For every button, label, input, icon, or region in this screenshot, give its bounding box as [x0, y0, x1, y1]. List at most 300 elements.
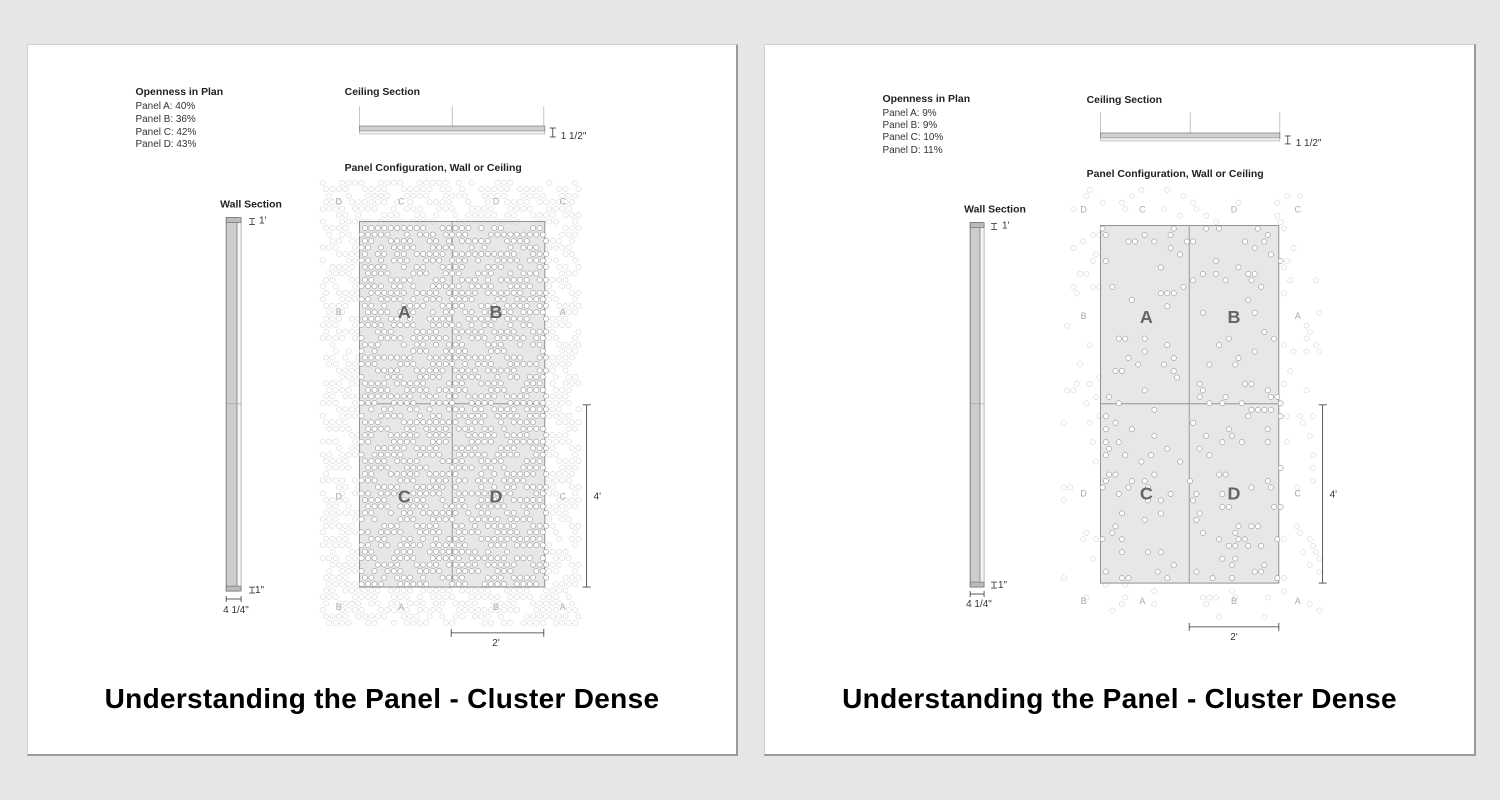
perforation-dot	[411, 206, 416, 211]
perforation-dot	[414, 601, 419, 606]
perforation-dot	[498, 342, 503, 347]
perforation-dot	[573, 504, 578, 509]
perforation-dot	[433, 368, 438, 373]
surround-label: D	[492, 196, 500, 207]
perforation-dot	[524, 238, 529, 243]
perforation-dot	[540, 452, 545, 457]
perforation-dot	[547, 569, 552, 574]
perforation-dot	[424, 620, 429, 625]
perforation-dot	[1242, 537, 1247, 542]
perforation-dot	[391, 620, 396, 625]
perforation-dot	[1207, 453, 1212, 458]
perforation-dot	[1074, 291, 1079, 296]
perforation-dot	[479, 303, 484, 308]
perforation-dot	[443, 556, 448, 561]
perforation-dot	[1061, 485, 1066, 490]
perforation-dot	[508, 245, 513, 250]
perforation-dot	[573, 336, 578, 341]
perforation-dot	[492, 381, 497, 386]
perforation-dot	[1197, 381, 1202, 386]
perforation-dot	[453, 536, 458, 541]
perforation-dot	[553, 387, 558, 392]
perforation-dot	[346, 530, 351, 535]
perforation-dot	[395, 459, 400, 464]
perforation-dot	[537, 381, 542, 386]
perforation-dot	[453, 420, 458, 425]
perforation-dot	[514, 594, 519, 599]
perforation-dot	[372, 478, 377, 483]
perforation-dot	[320, 413, 325, 418]
perforation-dot	[550, 316, 555, 321]
perforation-dot	[1265, 232, 1270, 237]
perforation-dot	[472, 549, 477, 554]
perforation-dot	[453, 355, 458, 360]
perforation-dot	[336, 264, 341, 269]
perforation-dot	[524, 381, 529, 386]
perforation-dot	[476, 594, 481, 599]
perforation-dot	[427, 200, 432, 205]
perforation-dot	[446, 303, 451, 308]
perforation-dot	[498, 187, 503, 192]
perforation-dot	[336, 381, 341, 386]
panel-card-sparse	[764, 44, 1476, 756]
perforation-dot	[398, 569, 403, 574]
perforation-dot	[443, 400, 448, 405]
perforation-dot	[472, 238, 477, 243]
perforation-dot	[501, 336, 506, 341]
perforation-dot	[508, 620, 513, 625]
perforation-dot	[333, 271, 338, 276]
perforation-dot	[1220, 491, 1225, 496]
perforation-dot	[463, 581, 468, 586]
perforation-dot	[469, 426, 474, 431]
perforation-dot	[359, 297, 364, 302]
perforation-dot	[411, 297, 416, 302]
perforation-dot	[427, 355, 432, 360]
perforation-dot	[540, 258, 545, 263]
perforation-dot	[320, 452, 325, 457]
perforation-dot	[547, 297, 552, 302]
perforation-dot	[479, 484, 484, 489]
perforation-dot	[563, 264, 568, 269]
perforation-dot	[385, 543, 390, 548]
perforation-dot	[408, 225, 413, 230]
perforation-dot	[573, 530, 578, 535]
perforation-dot	[1081, 537, 1086, 542]
perforation-dot	[440, 200, 445, 205]
perforation-dot	[385, 491, 390, 496]
perforation-dot	[476, 504, 481, 509]
perforation-dot	[524, 420, 529, 425]
perforation-dot	[534, 374, 539, 379]
perforation-dot	[349, 277, 354, 282]
perforation-dot	[388, 601, 393, 606]
perforation-dot	[492, 213, 497, 218]
perforation-dot	[372, 206, 377, 211]
perforation-dot	[375, 446, 380, 451]
perforation-dot	[320, 478, 325, 483]
perforation-dot	[333, 336, 338, 341]
perforation-dot	[566, 271, 571, 276]
perforation-dot	[320, 245, 325, 250]
perforation-dot	[479, 225, 484, 230]
perforation-dot	[1317, 608, 1322, 613]
perforation-dot	[472, 588, 477, 593]
perforation-dot	[401, 510, 406, 515]
perforation-dot	[446, 290, 451, 295]
perforation-dot	[524, 510, 529, 515]
perforation-dot	[437, 387, 442, 392]
perforation-dot	[378, 465, 383, 470]
openness-panel-d: Panel D: 11%	[882, 144, 943, 156]
perforation-dot	[323, 277, 328, 282]
perforation-dot	[391, 594, 396, 599]
perforation-dot	[1126, 355, 1131, 360]
perforation-dot	[385, 530, 390, 535]
perforation-dot	[408, 471, 413, 476]
perforation-dot	[527, 271, 532, 276]
openness-title: Openness in Plan	[135, 87, 224, 99]
perforation-dot	[1071, 245, 1076, 250]
perforation-dot	[534, 232, 539, 237]
perforation-dot	[544, 264, 549, 269]
perforation-dot	[362, 251, 367, 256]
perforation-dot	[437, 543, 442, 548]
perforation-dot	[446, 575, 451, 580]
perforation-dot	[566, 426, 571, 431]
perforation-dot	[378, 297, 383, 302]
perforation-dot	[534, 465, 539, 470]
perforation-dot	[1178, 213, 1183, 218]
perforation-dot	[521, 232, 526, 237]
perforation-dot	[547, 413, 552, 418]
perforation-dot	[430, 439, 435, 444]
perforation-dot	[395, 588, 400, 593]
perforation-dot	[398, 374, 403, 379]
perforation-dot	[450, 361, 455, 366]
perforation-dot	[443, 193, 448, 198]
perforation-dot	[359, 400, 364, 405]
perforation-dot	[544, 575, 549, 580]
perforation-dot	[569, 536, 574, 541]
surround-label: C	[559, 491, 566, 502]
perforation-dot	[505, 238, 510, 243]
perforation-dot	[421, 601, 426, 606]
perforation-dot	[463, 452, 468, 457]
perforation-dot	[560, 206, 565, 211]
perforation-dot	[395, 433, 400, 438]
perforation-dot	[362, 588, 367, 593]
perforation-dot	[514, 374, 519, 379]
perforation-dot	[395, 355, 400, 360]
perforation-dot	[443, 426, 448, 431]
perforation-dot	[340, 620, 345, 625]
perforation-dot	[566, 400, 571, 405]
perforation-dot	[537, 614, 542, 619]
ceiling-section-drawing	[360, 106, 556, 137]
perforation-dot	[408, 575, 413, 580]
perforation-dot	[385, 465, 390, 470]
perforation-dot	[547, 452, 552, 457]
perforation-dot	[560, 361, 565, 366]
perforation-dot	[414, 251, 419, 256]
perforation-dot	[566, 374, 571, 379]
perforation-dot	[330, 225, 335, 230]
perforation-dot	[421, 213, 426, 218]
perforation-dot	[482, 620, 487, 625]
perforation-dot	[1181, 194, 1186, 199]
perforation-dot	[343, 251, 348, 256]
perforation-dot	[327, 310, 332, 315]
perforation-dot	[327, 232, 332, 237]
perforation-dot	[485, 213, 490, 218]
perforation-dot	[527, 284, 532, 289]
perforation-dot	[1077, 362, 1082, 367]
perforation-dot	[508, 232, 513, 237]
perforation-dot	[576, 575, 581, 580]
perforation-dot	[505, 601, 510, 606]
perforation-dot	[521, 478, 526, 483]
perforation-dot	[359, 284, 364, 289]
surround-label: A	[559, 601, 566, 612]
perforation-dot	[398, 530, 403, 535]
perforation-dot	[1268, 407, 1273, 412]
perforation-dot	[401, 588, 406, 593]
perforation-dot	[421, 394, 426, 399]
perforation-dot	[456, 323, 461, 328]
perforation-dot	[1094, 459, 1099, 464]
perforation-dot	[440, 433, 445, 438]
perforation-dot	[505, 290, 510, 295]
perforation-dot	[378, 323, 383, 328]
perforation-dot	[359, 232, 364, 237]
perforation-dot	[440, 575, 445, 580]
perforation-dot	[388, 368, 393, 373]
perforation-dot	[411, 556, 416, 561]
perforation-dot	[492, 407, 497, 412]
perforation-dot	[378, 258, 383, 263]
perforation-dot	[450, 556, 455, 561]
panel-label-d: D	[1227, 483, 1241, 504]
perforation-dot	[534, 439, 539, 444]
perforation-dot	[463, 504, 468, 509]
perforation-dot	[343, 575, 348, 580]
perforation-dot	[362, 303, 367, 308]
perforation-dot	[1216, 614, 1221, 619]
perforation-dot	[359, 556, 364, 561]
perforation-dot	[479, 459, 484, 464]
perforation-dot	[414, 264, 419, 269]
perforation-dot	[518, 264, 523, 269]
perforation-dot	[553, 374, 558, 379]
perforation-dot	[1307, 563, 1312, 568]
perforation-dot	[1207, 401, 1212, 406]
perforation-dot	[1252, 271, 1257, 276]
perforation-dot	[369, 471, 374, 476]
perforation-dot	[534, 530, 539, 535]
perforation-dot	[488, 517, 493, 522]
perforation-dot	[501, 465, 506, 470]
perforation-dot	[540, 504, 545, 509]
perforation-dot	[553, 336, 558, 341]
surround-label: D	[335, 491, 342, 502]
perforation-dot	[408, 238, 413, 243]
perforation-dot	[459, 277, 464, 282]
perforation-dot	[417, 594, 422, 599]
perforation-dot	[527, 193, 532, 198]
perforation-dot	[524, 575, 529, 580]
perforation-dot	[573, 310, 578, 315]
perforation-dot	[501, 387, 506, 392]
perforation-dot	[563, 459, 568, 464]
perforation-dot	[479, 588, 484, 593]
perforation-dot	[463, 569, 468, 574]
perforation-dot	[424, 504, 429, 509]
perforation-dot	[385, 374, 390, 379]
perforation-dot	[433, 549, 438, 554]
perforation-dot	[327, 336, 332, 341]
perforation-dot	[1317, 310, 1322, 315]
perforation-dot	[323, 381, 328, 386]
perforation-dot	[501, 556, 506, 561]
perforation-dot	[1220, 440, 1225, 445]
perforation-dot	[346, 465, 351, 470]
perforation-dot	[534, 271, 539, 276]
perforation-dot	[479, 471, 484, 476]
perforation-dot	[433, 213, 438, 218]
perforation-dot	[378, 336, 383, 341]
perforation-dot	[1162, 362, 1167, 367]
perforation-dot	[540, 530, 545, 535]
perforation-dot	[1094, 394, 1099, 399]
perforation-dot	[501, 193, 506, 198]
perforation-dot	[492, 523, 497, 528]
perforation-dot	[446, 433, 451, 438]
perforation-dot	[404, 594, 409, 599]
perforation-dot	[550, 238, 555, 243]
perforation-dot	[521, 556, 526, 561]
perforation-dot	[443, 478, 448, 483]
perforation-dot	[495, 336, 500, 341]
perforation-dot	[343, 329, 348, 334]
perforation-dot	[369, 264, 374, 269]
perforation-dot	[527, 413, 532, 418]
perforation-dot	[382, 484, 387, 489]
perforation-dot	[544, 471, 549, 476]
perforation-dot	[1233, 556, 1238, 561]
perforation-dot	[343, 394, 348, 399]
perforation-dot	[401, 420, 406, 425]
perforation-dot	[424, 465, 429, 470]
perforation-dot	[417, 232, 422, 237]
perforation-dot	[1152, 433, 1157, 438]
perforation-dot	[414, 342, 419, 347]
perforation-dot	[437, 594, 442, 599]
perforation-dot	[479, 407, 484, 412]
perforation-dot	[414, 290, 419, 295]
perforation-dot	[453, 407, 458, 412]
perforation-dot	[421, 251, 426, 256]
perforation-dot	[365, 543, 370, 548]
perforation-dot	[1223, 472, 1228, 477]
perforation-dot	[417, 620, 422, 625]
perforation-dot	[430, 374, 435, 379]
perforation-dot	[362, 264, 367, 269]
perforation-dot	[398, 245, 403, 250]
perforation-dot	[433, 290, 438, 295]
perforation-dot	[369, 394, 374, 399]
perforation-dot	[411, 439, 416, 444]
perforation-dot	[566, 232, 571, 237]
perforation-dot	[1129, 297, 1134, 302]
perforation-dot	[443, 245, 448, 250]
perforation-dot	[1142, 388, 1147, 393]
perforation-dot	[411, 387, 416, 392]
perforation-dot	[459, 342, 464, 347]
perforation-dot	[544, 238, 549, 243]
perforation-dot	[1061, 576, 1066, 581]
perforation-dot	[560, 504, 565, 509]
perforation-dot	[1103, 478, 1108, 483]
perforation-dot	[1087, 187, 1092, 192]
perforation-dot	[563, 342, 568, 347]
perforation-dot	[427, 329, 432, 334]
perforation-dot	[336, 251, 341, 256]
perforation-dot	[1084, 401, 1089, 406]
perforation-dot	[479, 213, 484, 218]
perforation-dot	[563, 381, 568, 386]
perforation-dot	[534, 569, 539, 574]
perforation-dot	[518, 187, 523, 192]
panel-label-a: A	[397, 302, 411, 323]
perforation-dot	[1204, 213, 1209, 218]
perforation-dot	[1126, 485, 1131, 490]
perforation-dot	[424, 530, 429, 535]
perforation-dot	[518, 471, 523, 476]
perforation-dot	[1100, 485, 1105, 490]
perforation-dot	[437, 478, 442, 483]
perforation-dot	[1272, 336, 1277, 341]
perforation-dot	[485, 187, 490, 192]
perforation-dot	[1278, 220, 1283, 225]
perforation-dot	[404, 620, 409, 625]
perforation-dot	[505, 484, 510, 489]
perforation-dot	[511, 420, 516, 425]
perforation-dot	[521, 426, 526, 431]
perforation-dot	[573, 374, 578, 379]
perforation-dot	[336, 446, 341, 451]
perforation-dot	[466, 549, 471, 554]
perforation-dot	[1200, 310, 1205, 315]
perforation-dot	[330, 187, 335, 192]
perforation-dot	[336, 420, 341, 425]
openness-panel-a: Panel A: 9%	[882, 108, 937, 120]
perforation-dot	[521, 245, 526, 250]
perforation-dot	[1268, 252, 1273, 257]
perforation-dot	[365, 465, 370, 470]
surround-label: A	[559, 307, 566, 318]
perforation-dot	[320, 439, 325, 444]
perforation-dot	[544, 200, 549, 205]
perforation-dot	[404, 581, 409, 586]
perforation-dot	[404, 193, 409, 198]
perforation-dot	[440, 355, 445, 360]
perforation-dot	[514, 232, 519, 237]
perforation-dot	[1103, 440, 1108, 445]
perforation-dot	[573, 581, 578, 586]
perforation-dot	[553, 569, 558, 574]
perforation-dot	[463, 258, 468, 263]
